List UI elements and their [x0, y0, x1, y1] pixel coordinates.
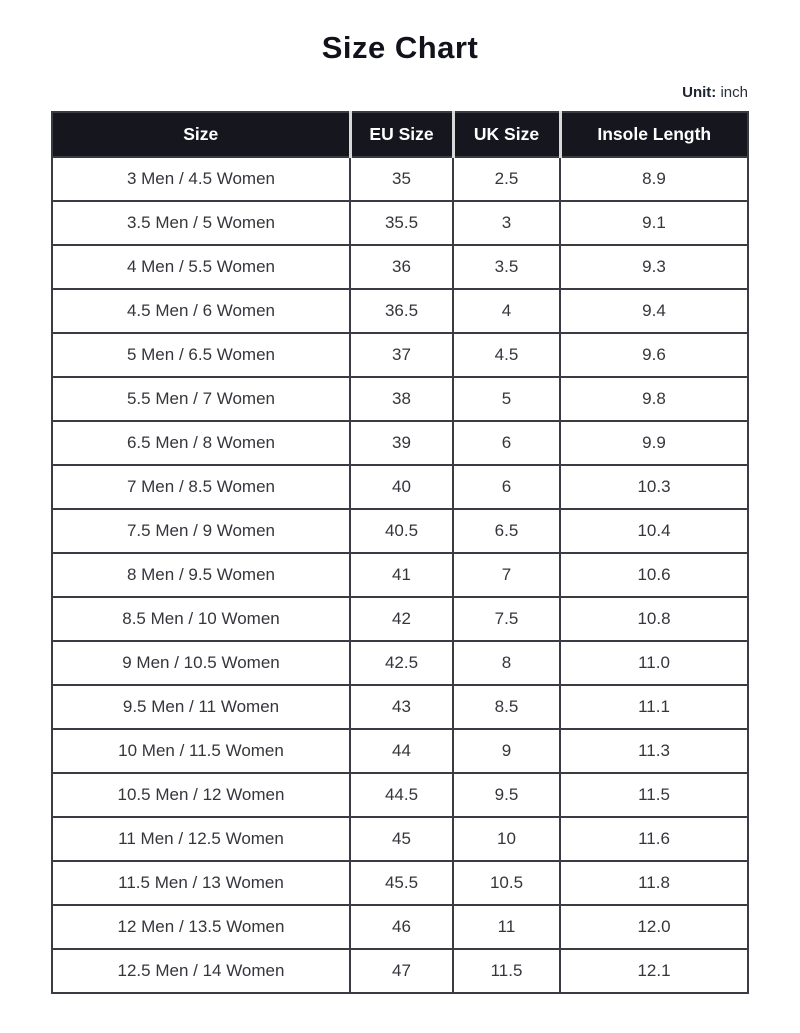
table-cell: 38 [350, 377, 453, 421]
column-header-size: Size [52, 112, 350, 157]
table-cell: 36.5 [350, 289, 453, 333]
table-cell: 11.5 [560, 773, 748, 817]
table-cell: 43 [350, 685, 453, 729]
column-header-uk-size: UK Size [453, 112, 560, 157]
table-cell: 9 [453, 729, 560, 773]
table-cell: 10.4 [560, 509, 748, 553]
table-cell: 35 [350, 157, 453, 201]
table-cell: 45.5 [350, 861, 453, 905]
table-cell: 37 [350, 333, 453, 377]
table-cell: 11 Men / 12.5 Women [52, 817, 350, 861]
table-cell: 42 [350, 597, 453, 641]
table-cell: 4.5 Men / 6 Women [52, 289, 350, 333]
table-cell: 11.8 [560, 861, 748, 905]
table-cell: 9.8 [560, 377, 748, 421]
table-cell: 9.5 Men / 11 Women [52, 685, 350, 729]
table-cell: 5 Men / 6.5 Women [52, 333, 350, 377]
table-row [52, 817, 748, 861]
table-cell: 39 [350, 421, 453, 465]
table-row [52, 773, 748, 817]
table-cell: 12.0 [560, 905, 748, 949]
table-cell: 47 [350, 949, 453, 993]
table-cell: 8.9 [560, 157, 748, 201]
table-cell: 10.6 [560, 553, 748, 597]
table-cell: 35.5 [350, 201, 453, 245]
table-cell: 9.5 [453, 773, 560, 817]
table-cell: 41 [350, 553, 453, 597]
unit-line [52, 84, 748, 101]
table-cell: 4 [453, 289, 560, 333]
table-cell: 6 [453, 421, 560, 465]
table-cell: 9.3 [560, 245, 748, 289]
table-cell: 7.5 [453, 597, 560, 641]
table-cell: 9 Men / 10.5 Women [52, 641, 350, 685]
table-cell: 6 [453, 465, 560, 509]
table-row [52, 157, 748, 201]
table-cell: 11.5 [453, 949, 560, 993]
table-cell: 40 [350, 465, 453, 509]
table-header [52, 112, 748, 157]
column-header-insole-length: Insole Length [560, 112, 748, 157]
table-row [52, 597, 748, 641]
table-cell: 8.5 Men / 10 Women [52, 597, 350, 641]
page-title: Size Chart [321, 30, 479, 65]
table-cell: 40.5 [350, 509, 453, 553]
table-row [52, 949, 748, 993]
table-cell: 10.5 Men / 12 Women [52, 773, 350, 817]
table-cell: 10.5 [453, 861, 560, 905]
unit-label: Unit: [682, 84, 717, 101]
table-row [52, 421, 748, 465]
table-row [52, 245, 748, 289]
table-cell: 11.0 [560, 641, 748, 685]
table-row [52, 553, 748, 597]
table-row [52, 685, 748, 729]
table-cell: 10 [453, 817, 560, 861]
column-header-eu-size: EU Size [350, 112, 453, 157]
table-cell: 9.6 [560, 333, 748, 377]
table-cell: 2.5 [453, 157, 560, 201]
table-cell: 45 [350, 817, 453, 861]
table-row [52, 905, 748, 949]
table-cell: 10.3 [560, 465, 748, 509]
table-cell: 11.3 [560, 729, 748, 773]
table-cell: 3.5 Men / 5 Women [52, 201, 350, 245]
table-cell: 36 [350, 245, 453, 289]
table-row [52, 201, 748, 245]
table-cell: 12.5 Men / 14 Women [52, 949, 350, 993]
table-cell: 4 Men / 5.5 Women [52, 245, 350, 289]
table-cell: 5.5 Men / 7 Women [52, 377, 350, 421]
table-cell: 6.5 Men / 8 Women [52, 421, 350, 465]
table-cell: 10 Men / 11.5 Women [52, 729, 350, 773]
table-cell: 11.1 [560, 685, 748, 729]
size-chart-table [51, 111, 749, 994]
table-row [52, 509, 748, 553]
table-cell: 8 [453, 641, 560, 685]
table-cell: 12.1 [560, 949, 748, 993]
table-body [52, 157, 748, 993]
table-cell: 44 [350, 729, 453, 773]
table-cell: 4.5 [453, 333, 560, 377]
table-cell: 6.5 [453, 509, 560, 553]
table-cell: 8 Men / 9.5 Women [52, 553, 350, 597]
table-cell: 7 Men / 8.5 Women [52, 465, 350, 509]
table-cell: 7 [453, 553, 560, 597]
table-cell: 5 [453, 377, 560, 421]
table-row [52, 729, 748, 773]
table-cell: 3.5 [453, 245, 560, 289]
table-cell: 7.5 Men / 9 Women [52, 509, 350, 553]
table-cell: 10.8 [560, 597, 748, 641]
table-cell: 9.9 [560, 421, 748, 465]
table-cell: 12 Men / 13.5 Women [52, 905, 350, 949]
table-cell: 44.5 [350, 773, 453, 817]
table-row [52, 333, 748, 377]
table-cell: 11 [453, 905, 560, 949]
table-cell: 42.5 [350, 641, 453, 685]
table-cell: 9.4 [560, 289, 748, 333]
table-row [52, 465, 748, 509]
table-row [52, 861, 748, 905]
table-cell: 46 [350, 905, 453, 949]
table-row [52, 641, 748, 685]
table-cell: 11.6 [560, 817, 748, 861]
table-row [52, 289, 748, 333]
table-cell: 3 [453, 201, 560, 245]
unit-value: inch [720, 84, 748, 101]
table-cell: 11.5 Men / 13 Women [52, 861, 350, 905]
table-cell: 3 Men / 4.5 Women [52, 157, 350, 201]
table-cell: 9.1 [560, 201, 748, 245]
header-row [52, 112, 748, 157]
table-row [52, 377, 748, 421]
table-cell: 8.5 [453, 685, 560, 729]
